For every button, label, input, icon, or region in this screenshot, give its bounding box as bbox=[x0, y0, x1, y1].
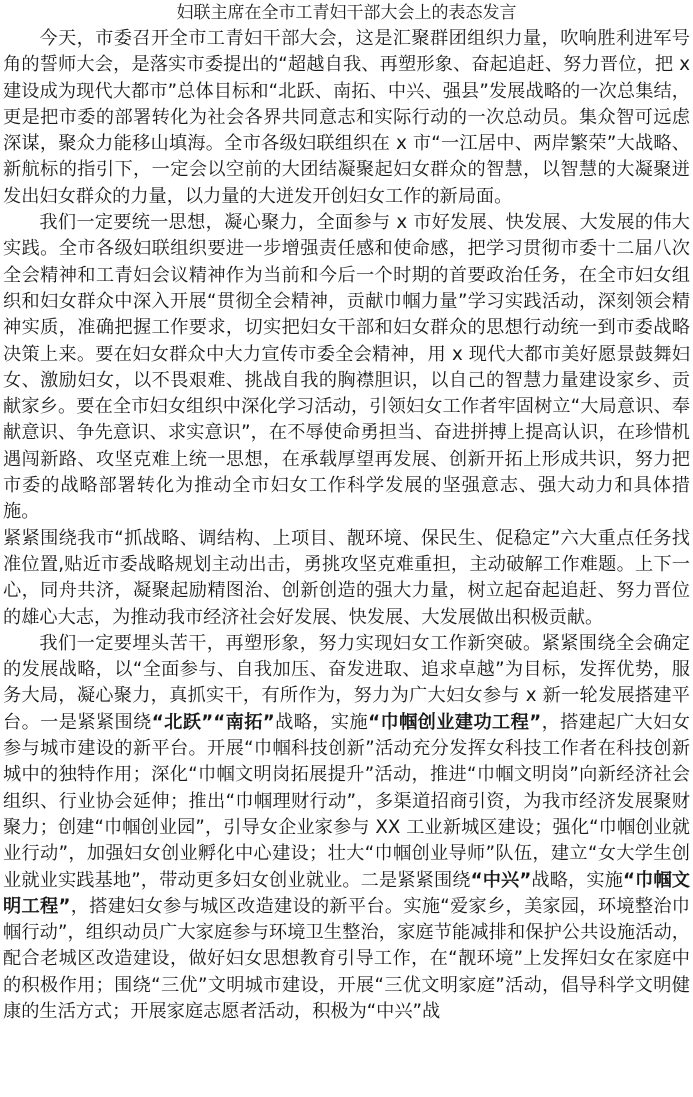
text-run: 我们一定要埋头苦干，再塑形象，努力实现妇女工作新突破。紧紧围绕全会确定的发展战略，以“全面参与、自我加压、奋发进取、追求卓越”为目标，发挥优势，服务大局，凝心聚力，真抓实干，有所作为，努力为广大妇女参与 x 新一轮发展搭建平台。一是紧紧围绕 bbox=[3, 632, 690, 733]
document-body bbox=[3, 26, 690, 1025]
text-run: 紧紧围绕我市“抓战略、调结构、上项目、靓环境、保民生、促稳定”六大重点任务找准位置,贴近市委战略规划主动出击，勇挑攻坚克难重担，主动破解工作难题。上下一心，同舟共济，凝聚起励精图治、创新创造的强大力量，树立起奋起追赶、努力晋位的雄心大志，为推动我市经济社会好发展、快发展、大发展做出积极贡献。 bbox=[3, 527, 690, 628]
bold-text-run: “中兴” bbox=[470, 869, 532, 891]
text-run: 今天，市委召开全市工青妇干部大会，这是汇聚群团组织力量，吹响胜利进军号角的誓师大会，是落实市委提出的“超越自我、再塑形象、奋起追赶、努力晋位，把 x 建设成为现代大都市”总体目标和“北跃、南拓、中兴、强县”发展战略的一次总集结，更是把市委的部署转化为社会各界共同意志和实际行动的一次总动员。集众智可远虑深谋，聚众力能移山填海。全市各级妇联组织在 x 市“一江居中、两岸繁荣”大战略、新航标的指引下，一定会以空前的大团结凝聚起妇女群众的智慧，以智慧的大凝聚迸发出妇女群众的力量，以力量的大迸发开创妇女工作的新局面。 bbox=[3, 28, 690, 207]
bold-text-run: “巾帼创业建功工程” bbox=[368, 711, 542, 733]
paragraph bbox=[3, 526, 690, 631]
bold-text-run: “北跃”“南拓” bbox=[151, 711, 275, 733]
text-run: 战略，实施 bbox=[274, 711, 369, 733]
paragraph bbox=[3, 631, 690, 1025]
text-run: ，搭建妇女参与城区改造建设的新平台。实施“爱家乡，美家园，环境整治巾帼行动”，组织动员广大家庭参与环境卫生整治，家庭节能减排和保护公共设施活动，配合老城区改造建设，做好妇女思想教育引导工作，在“靓环境”上发挥妇女在家庭中的积极作用；围绕“三优”文明城市建设，开展“三优文明家庭”活动，倡导科学文明健康的生活方式；开展家庭志愿者活动，积极为“中兴”战 bbox=[3, 895, 690, 1022]
paragraph bbox=[3, 26, 690, 210]
document-title: 妇联主席在全市工青妇干部大会上的表态发言 bbox=[176, 3, 517, 23]
text-run: 战略，实施 bbox=[531, 869, 624, 891]
bold-text-run: “巾帼文明工程” bbox=[3, 869, 690, 917]
text-run: ，搭建起广大妇女参与城市建设的新平台。开展“巾帼科技创新”活动充分发挥女科技工作者在科技创新城中的独特作用；深化“巾帼文明岗拓展提升”活动，推进“巾帼文明岗”向新经济社会组织、行业协会延伸；推出“巾帼理财行动”，多渠道招商引资，为我市经济发展聚财聚力；创建“巾帼创业园”，引导女企业家参与 XX 工业新城区建设；强化“巾帼创业就业行动”，加强妇女创业孵化中心建设；壮大“巾帼创业导师”队伍，建立“女大学生创业就业实践基地”，带动更多妇女创业就业。二是紧紧围绕 bbox=[3, 711, 690, 891]
text-run: 我们一定要统一思想，凝心聚力，全面参与 x 市好发展、快发展、大发展的伟大实践。全市各级妇联组织要进一步增强责任感和使命感，把学习贯彻市委十二届八次全会精神和工青妇会议精神作为当前和今后一个时期的首要政治任务，在全市妇女组织和妇女群众中深入开展“贯彻全会精神，贡献巾帼力量”学习实践活动，深刻领会精神实质，准确把握工作要求，切实把妇女干部和妇女群众的思想行动统一到市委战略决策上来。要在妇女群众中大力宣传市委全会精神，用 x 现代大都市美好愿景鼓舞妇女、激励妇女，以不畏艰难、挑战自我的胸襟胆识，以自己的智慧力量建设家乡、贡献家乡。要在全市妇女组织中深化学习活动，引领妇女工作者牢固树立“大局意识、奉献意识、争先意识、求实意识”，在不辱使命勇担当、奋进拼搏上提高认识，在珍惜机遇闯新路、攻坚克难上统一思想，在承载厚望再发展、创新开拓上形成共识，努力把市委的战略部署转化为推动全市妇女工作科学发展的坚强意志、强大动力和具体措施。 bbox=[3, 212, 690, 523]
paragraph bbox=[3, 210, 690, 526]
